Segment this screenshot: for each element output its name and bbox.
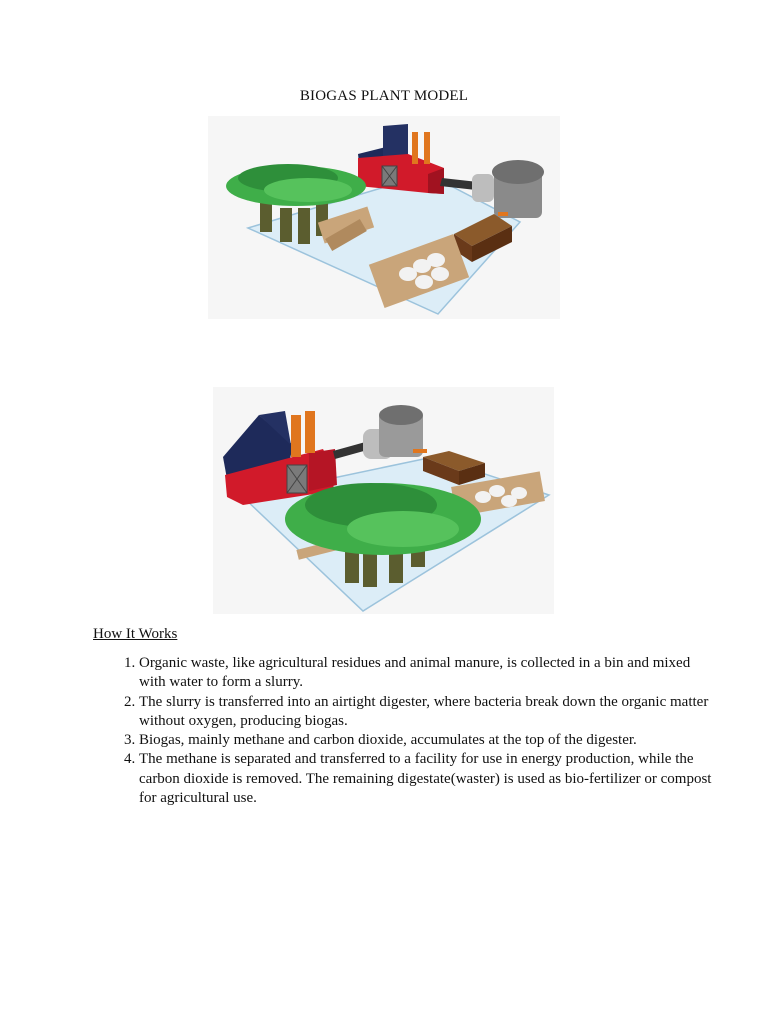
biogas-model-angled-icon (213, 387, 554, 614)
step-item: 2. The slurry is transferred into an airtight digester, where bacteria break down the organic matter without oxygen, producing biogas. (139, 693, 719, 732)
steps-list (93, 654, 719, 808)
barn (358, 124, 444, 194)
step-item: 3. Biogas, mainly methane and carbon dioxide, accumulates at the top of the digester. (139, 731, 719, 750)
biogas-model-angled-image (213, 387, 554, 614)
biogas-model-overview-icon (208, 116, 560, 319)
page-title: BIOGAS PLANT MODEL (299, 88, 469, 104)
step-item: 1. Organic waste, like agricultural residues and animal manure, is collected in a bin and mixed with water to form a slurry. (139, 654, 719, 693)
biogas-model-overview-image (208, 116, 560, 319)
step-item: 4. The methane is separated and transferred to a facility for use in energy production, while the carbon dioxide is removed. The remaining digestate(waster) is used as bio-fertilizer or compost for agricultural use. (139, 750, 719, 808)
barn (223, 411, 337, 505)
section-heading-how-it-works: How It Works (93, 626, 178, 642)
